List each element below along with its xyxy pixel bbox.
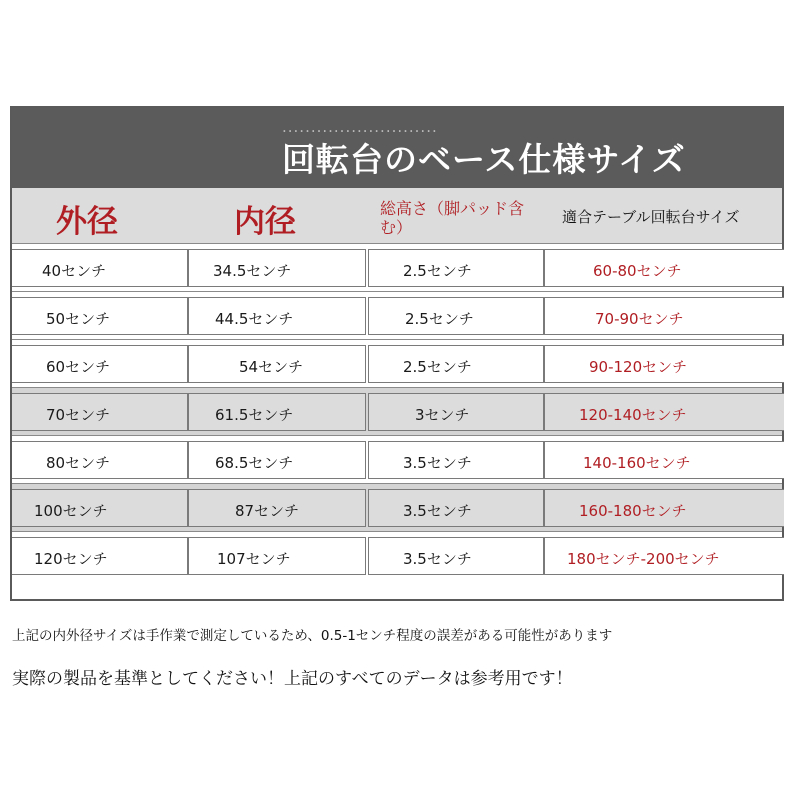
spec-table bbox=[10, 106, 784, 601]
table-row bbox=[12, 531, 782, 579]
cell-table-size bbox=[544, 345, 784, 383]
outer-value: 70センチ bbox=[46, 406, 111, 424]
inner-value: 54センチ bbox=[239, 358, 304, 376]
table-row bbox=[12, 291, 782, 339]
cell-table-size bbox=[544, 489, 784, 527]
cell-inner bbox=[188, 297, 366, 335]
title-bar bbox=[12, 108, 782, 188]
cell-inner bbox=[188, 537, 366, 575]
cell-table-size bbox=[544, 537, 784, 575]
cell-height bbox=[368, 489, 544, 527]
cell-outer bbox=[12, 441, 188, 479]
inner-value: 68.5センチ bbox=[215, 454, 294, 472]
height-value: 2.5センチ bbox=[405, 310, 474, 328]
outer-value: 80センチ bbox=[46, 454, 111, 472]
height-value: 3.5センチ bbox=[403, 550, 472, 568]
table-size-value: 70-90センチ bbox=[595, 310, 684, 328]
outer-value: 100センチ bbox=[34, 502, 108, 520]
table-row bbox=[12, 435, 782, 483]
measurement-note: 上記の内外径サイズは手作業で測定しているため、0.5-1センチ程度の誤差がある可能性があります bbox=[12, 628, 613, 644]
reference-note: 実際の製品を基準としてください！上記のすべてのデータは参考用です！ bbox=[12, 669, 573, 689]
header-outer-cell bbox=[12, 188, 188, 243]
cell-outer bbox=[12, 537, 188, 575]
table-size-value: 160-180センチ bbox=[579, 502, 687, 520]
cell-outer bbox=[12, 297, 188, 335]
cell-outer bbox=[12, 249, 188, 287]
header-outer: 外径 bbox=[56, 204, 118, 240]
cell-height bbox=[368, 393, 544, 431]
header-height: 総高さ（脚パッド含む） bbox=[380, 199, 525, 237]
outer-value: 60センチ bbox=[46, 358, 111, 376]
cell-inner bbox=[188, 489, 366, 527]
cell-height bbox=[368, 441, 544, 479]
inner-value: 44.5センチ bbox=[215, 310, 294, 328]
cell-outer bbox=[12, 489, 188, 527]
header-inner: 内径 bbox=[234, 204, 296, 240]
cell-table-size bbox=[544, 297, 784, 335]
height-value: 3.5センチ bbox=[403, 454, 472, 472]
cell-outer bbox=[12, 393, 188, 431]
cell-inner bbox=[188, 441, 366, 479]
height-value: 2.5センチ bbox=[403, 358, 472, 376]
table-size-value: 120-140センチ bbox=[579, 406, 687, 424]
outer-value: 120センチ bbox=[34, 550, 108, 568]
inner-value: 87センチ bbox=[235, 502, 300, 520]
height-value: 3.5センチ bbox=[403, 502, 472, 520]
table-size-value: 90-120センチ bbox=[589, 358, 688, 376]
cell-inner bbox=[188, 393, 366, 431]
height-value: 2.5センチ bbox=[403, 262, 472, 280]
table-size-value: 60-80センチ bbox=[593, 262, 682, 280]
outer-value: 50センチ bbox=[46, 310, 111, 328]
cell-table-size bbox=[544, 393, 784, 431]
header-height-cell bbox=[368, 188, 544, 243]
inner-value: 61.5センチ bbox=[215, 406, 294, 424]
header-table-size-cell bbox=[544, 188, 784, 243]
table-size-value: 140-160センチ bbox=[583, 454, 691, 472]
height-value: 3センチ bbox=[415, 406, 470, 424]
outer-value: 40センチ bbox=[42, 262, 107, 280]
cell-height bbox=[368, 345, 544, 383]
header-row bbox=[12, 188, 782, 243]
header-inner-cell bbox=[188, 188, 366, 243]
inner-value: 107センチ bbox=[217, 550, 291, 568]
cell-outer bbox=[12, 345, 188, 383]
inner-value: 34.5センチ bbox=[213, 262, 292, 280]
table-row bbox=[12, 387, 782, 435]
table-size-value: 180センチ-200センチ bbox=[567, 550, 720, 568]
cell-inner bbox=[188, 345, 366, 383]
cell-table-size bbox=[544, 441, 784, 479]
cell-height bbox=[368, 297, 544, 335]
title-ghost-text: ........................... bbox=[282, 118, 438, 136]
table-row bbox=[12, 243, 782, 291]
cell-table-size bbox=[544, 249, 784, 287]
page-title: 回転台のベース仕様サイズ bbox=[282, 140, 686, 179]
cell-height bbox=[368, 537, 544, 575]
header-table-size: 適合テーブル回転台サイズ bbox=[562, 208, 740, 226]
cell-height bbox=[368, 249, 544, 287]
table-row bbox=[12, 483, 782, 531]
cell-inner bbox=[188, 249, 366, 287]
table-row bbox=[12, 339, 782, 387]
